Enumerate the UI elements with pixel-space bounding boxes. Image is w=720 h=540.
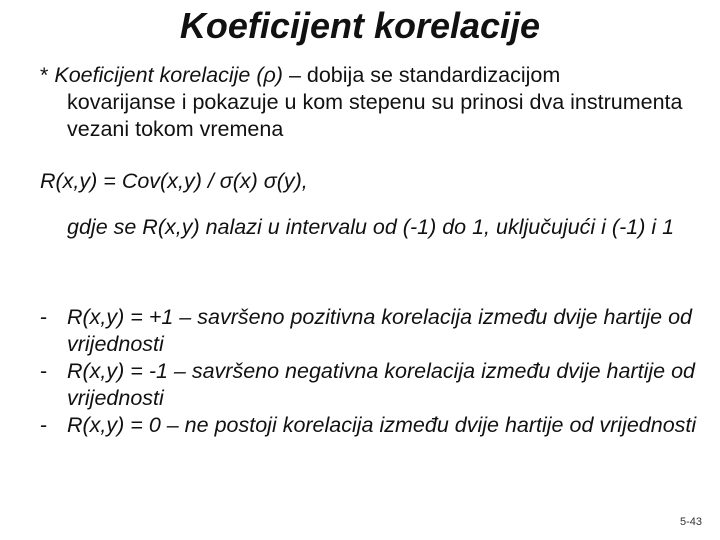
correlation-formula: R(x,y) = Cov(x,y) / σ(x) σ(y), [40, 169, 308, 193]
correlation-cases-list [40, 304, 700, 439]
list-item-negative [40, 358, 700, 412]
case-text: R(x,y) = -1 – savršeno negativna korelacija između dvije hartije od vrijednosti [67, 359, 695, 410]
definition-text-line1: – dobija se standardizacijom [282, 63, 561, 87]
definition-text-rest: kovarijanse i pokazuje u kom stepenu su prinosi dva instrumenta vezani tokom vremena [67, 90, 683, 141]
list-item-positive [40, 304, 700, 358]
case-text: R(x,y) = +1 – savršeno pozitivna korelacija između dvije hartije od vrijednosti [67, 305, 692, 356]
dash-marker: - [40, 413, 48, 437]
bullet-marker: * [40, 63, 49, 87]
slide-title: Koeficijent korelacije [179, 5, 541, 46]
case-text: R(x,y) = 0 – ne postoji korelacija između dvije hartije od vrijednosti [67, 413, 697, 437]
definition-first-line [40, 62, 710, 89]
formula-note: gdje se R(x,y) nalazi u intervalu od (-1) do 1, uključujući i (-1) i 1 [67, 215, 675, 239]
dash-marker: - [40, 305, 48, 329]
definition-bullet [40, 62, 710, 143]
dash-marker: - [40, 359, 48, 383]
definition-term: Koeficijent korelacije (ρ) [54, 63, 283, 87]
list-item-zero [40, 412, 700, 439]
page-number: 5-43 [679, 516, 702, 528]
